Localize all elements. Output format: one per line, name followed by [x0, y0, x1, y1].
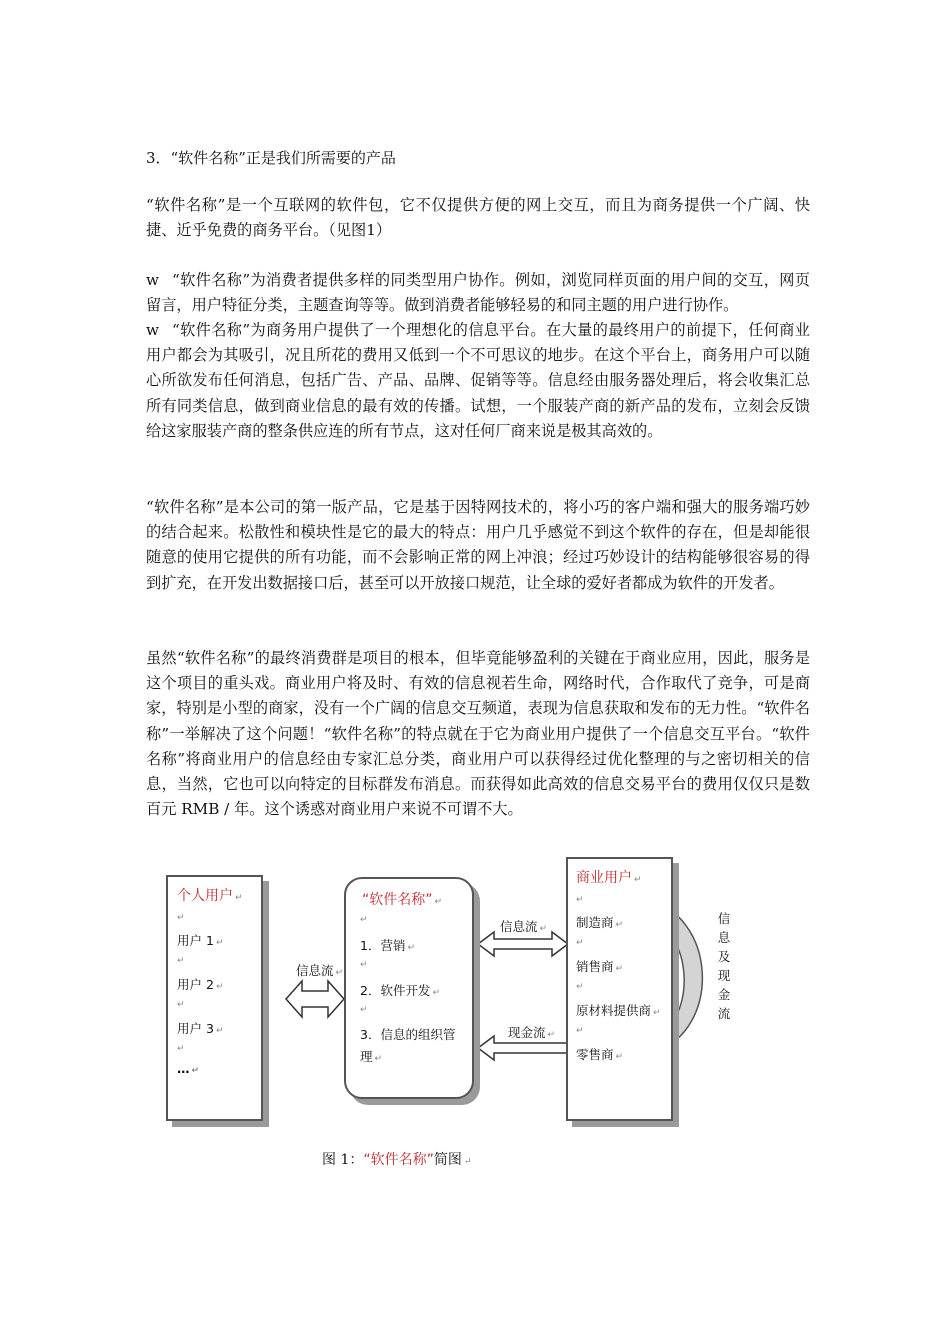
return-mark: ↵ [615, 964, 624, 974]
caption-name: “软件名称” [363, 1152, 434, 1168]
left-info-flow-label [296, 961, 343, 979]
return-mark: ↵ [177, 956, 185, 966]
paragraph-business: 虽然“软件名称”的最终消费群是项目的根本，但毕竟能够盈利的关键在于商业应用，因此，服务是这个项目的重头戏。商业用户将及时、有效的信息视若生命，网络时代，合作取代了竞争，可是商家，特别是小型的商家，没有一个广阔的信息交互频道，表现为信息获取和发布的无力性。“软件名称”一举解决了这个问题！“软件名称”的特点就在于它为商业用户提供了一个信息交互平台。“软件名称”将商业用户的信息经由专家汇总分类，商业用户可以获得经过优化整理的与之密切相关的信息，当然，它也可以向特定的目标群发布消息。而获得如此高效的信息交易平台的费用仅仅只是数百元 RMB / 年。这个诱惑对商业用户来说不可谓不大。 [146, 649, 810, 819]
seller: 销售商 [576, 959, 614, 974]
item-software-dev: 2．软件开发 [360, 983, 431, 998]
user-2: 用户 2 [177, 977, 214, 992]
vertical-char: 信 [717, 911, 731, 926]
paragraph-product: “软件名称”是本公司的第一版产品，它是基于因特网技术的，将小巧的客户端和强大的服务端巧妙的结合起来。松散性和模块性是它的最大的特点：用户几乎感觉不到这个软件的存在，但是却能很随意的使用它提供的所有功能，而不会影响正常的网上冲浪；经过巧妙设计的结构能够很容易的得到扩充，在开发出数据接口后，甚至可以开放接口规范，让全球的爱好者都成为软件的开发者。 [146, 498, 810, 592]
cash-flow-label [508, 1023, 555, 1041]
bullet-mark: w [146, 271, 159, 289]
item-info-management-cont: 理 [360, 1049, 373, 1064]
info-flow-arrow [478, 932, 568, 956]
info-flow-text: 信息流 [500, 919, 538, 934]
personal-users-box [166, 875, 263, 1121]
return-mark: ↵ [615, 1052, 624, 1062]
return-mark: ↵ [215, 1026, 224, 1036]
vertical-char: 息 [717, 930, 731, 945]
left-info-flow-text: 信息流 [296, 963, 334, 978]
return-mark: ↵ [463, 1157, 472, 1167]
vertical-flow-label [716, 909, 732, 1023]
section-heading: 3．“软件名称”正是我们所需要的产品 [146, 149, 396, 167]
return-mark: ↵ [547, 1030, 556, 1040]
return-mark: ↵ [215, 982, 224, 992]
return-mark: ↵ [539, 924, 548, 934]
return-mark: ↵ [407, 943, 415, 953]
caption-prefix: 图 1： [322, 1152, 364, 1168]
return-mark: ↵ [335, 968, 344, 978]
return-mark: ↵ [360, 1005, 368, 1015]
software-title: “软件名称” [362, 892, 433, 908]
bullet-business-text: “软件名称”为商务用户提供了一个理想化的信息平台。在大量的最终用户的前提下，任何商业用户都会为其吸引，况且所花的费用又低到一个不可思议的地步。在这个平台上，商务用户可以随心所欲发布任何消息，包括广告、产品、品牌、促销等等。信息经由服务器处理后，将会收集汇总所有同类信息，做到商业信息的最有效的传播。试想，一个服装产商的新产品的发布，立刻会反馈给这家服装产商的整条供应连的所有节点，这对任何厂商来说是极其高效的。 [146, 321, 810, 440]
return-mark: ↵ [576, 982, 584, 992]
retailer: 零售商 [576, 1047, 614, 1062]
return-mark: ↵ [360, 915, 368, 925]
bullet-consumer-text: “软件名称”为消费者提供多样的同类型用户协作。例如，浏览同样页面的用户间的交互，网页留言，用户特征分类，主题查询等等。做到消费者能够轻易的和同主题的用户进行协作。 [146, 271, 810, 315]
return-mark: ↵ [434, 897, 443, 907]
figure-caption [322, 1149, 471, 1169]
personal-users-title: 个人用户 [177, 888, 233, 904]
bullet-consumer [146, 268, 810, 318]
return-mark: ↵ [177, 1044, 185, 1054]
more-users-ellipsis: … [177, 1061, 190, 1076]
info-flow-label [500, 917, 547, 935]
return-mark: ↵ [653, 1008, 661, 1018]
caption-suffix: 简图 [433, 1152, 462, 1168]
return-mark: ↵ [634, 875, 642, 885]
raw-material-supplier: 原材料提供商 [576, 1003, 652, 1018]
bullet-mark: w [146, 321, 159, 339]
return-mark: ↵ [177, 913, 185, 923]
bullet-business [146, 318, 810, 444]
return-mark: ↵ [615, 920, 624, 930]
business-users-box [566, 857, 673, 1121]
return-mark: ↵ [374, 1054, 383, 1064]
return-mark: ↵ [576, 938, 584, 948]
left-double-arrow [286, 981, 344, 1017]
item-marketing: 1．营销 [360, 938, 406, 953]
vertical-char: 及 [717, 949, 731, 964]
diagram-figure [160, 855, 750, 1135]
vertical-char: 流 [717, 1006, 731, 1021]
software-box [344, 877, 474, 1099]
vertical-char: 金 [717, 987, 731, 1002]
return-mark: ↵ [191, 1066, 200, 1076]
user-3: 用户 3 [177, 1021, 214, 1036]
return-mark: ↵ [215, 938, 224, 948]
user-1: 用户 1 [177, 933, 214, 948]
business-users-title: 商业用户 [576, 870, 632, 886]
return-mark: ↵ [177, 1000, 185, 1010]
return-mark: ↵ [235, 893, 243, 903]
return-mark: ↵ [576, 895, 584, 905]
return-mark: ↵ [432, 988, 440, 998]
paragraph-intro: “软件名称”是一个互联网的软件包，它不仅提供方便的网上交互，而且为商务提供一个广阔、快捷、近乎免费的商务平台。（见图1） [146, 196, 810, 240]
return-mark: ↵ [360, 960, 368, 970]
manufacturer: 制造商 [576, 915, 614, 930]
vertical-char: 现 [717, 968, 731, 983]
cash-flow-text: 现金流 [508, 1025, 546, 1040]
item-info-management: 3．信息的组织管 [360, 1027, 456, 1042]
return-mark: ↵ [576, 1026, 584, 1036]
